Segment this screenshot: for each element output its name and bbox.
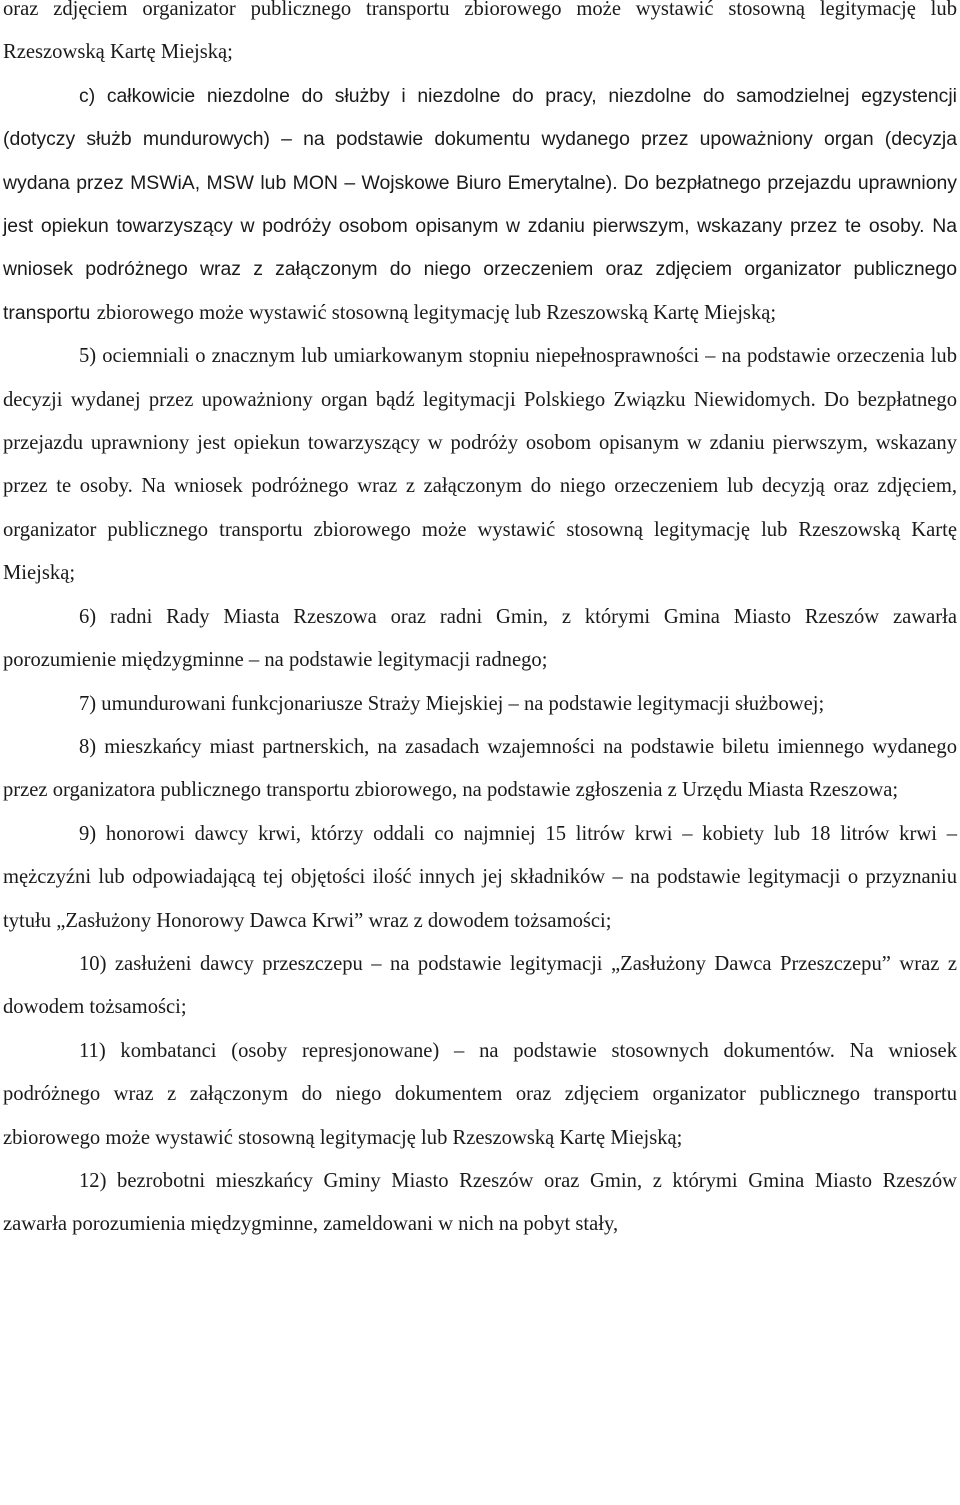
text-run: 6) radni Rady Miasta Rzeszowa oraz radni Gmin, z którymi Gmina Miasto Rzeszów zawarła porozumienie międzygminne – na podstawie legitymacji radnego; — [3, 605, 957, 672]
text-run: 7) umundurowani funkcjonariusze Straży Miejskiej – na podstawie legitymacji służbowej; — [79, 692, 825, 715]
paragraph-item — [3, 683, 957, 726]
paragraph-item — [3, 813, 957, 943]
paragraph-item — [3, 1160, 957, 1247]
paragraph-continuation — [3, 0, 957, 75]
paragraph-item — [3, 943, 957, 1030]
text-run: oraz zdjęciem organizator publicznego transportu zbiorowego może wystawić stosowną legitymację lub Rzeszowską Kartę Miejską; — [3, 0, 957, 64]
paragraph-item — [3, 75, 957, 335]
paragraph-item — [3, 1030, 957, 1160]
text-run: 11) kombatanci (osoby represjonowane) – na podstawie stosownych dokumentów. Na wniosek podróżnego wraz z załączonym do niego dokumentem oraz zdjęciem organizator publicznego transportu zbiorowego może wystawić stosowną legitymację lub Rzeszowską Kartę Miejską; — [3, 1039, 957, 1149]
paragraph-item — [3, 335, 957, 595]
text-run: 8) mieszkańcy miast partnerskich, na zasadach wzajemności na podstawie biletu imiennego wydanego przez organizatora publicznego transportu zbiorowego, na podstawie zgłoszenia z Urzędu Miasta Rzeszowa; — [3, 735, 957, 802]
paragraph-item — [3, 596, 957, 683]
text-run: 12) bezrobotni mieszkańcy Gminy Miasto Rzeszów oraz Gmin, z którymi Gmina Miasto Rzeszów zawarła porozumienia międzygminne, zameldowani w nich na pobyt stały, — [3, 1169, 957, 1236]
text-run: zbiorowego może wystawić stosowną legitymację lub Rzeszowską Kartę Miejską; — [96, 301, 777, 324]
text-run: c) całkowicie niezdolne do służby i niezdolne do pracy, niezdolne do samodzielnej egzystencji (dotyczy służb mundurowych) – na podstawie dokumentu wydanego przez upoważniony organ (decyzja wydana przez MSWiA, MSW lub MON – Wojskowe Biuro Emerytalne). Do bezpłatnego przejazdu uprawniony jest opiekun towarzyszący w podróży osobom opisanym w zdaniu pierwszym, wskazany przez te osoby. Na wniosek podróżnego wraz z załączonym do niego orzeczeniem oraz zdjęciem organizator publicznego transportu — [3, 84, 957, 324]
text-run: 5) ociemniali o znacznym lub umiarkowanym stopniu niepełnosprawności – na podstawie orzeczenia lub decyzji wydanej przez upoważniony organ bądź legitymacji Polskiego Związku Niewidomych. Do bezpłatnego przejazdu uprawniony jest opiekun towarzyszący w podróży osobom opisanym w zdaniu pierwszym, wskazany przez te osoby. Na wniosek podróżnego wraz z załączonym do niego orzeczeniem lub decyzją oraz zdjęciem, organizator publicznego transportu zbiorowego może wystawić stosowną legitymację lub Rzeszowską Kartę Miejską; — [3, 345, 957, 585]
paragraph-item — [3, 726, 957, 813]
text-run: 9) honorowi dawcy krwi, którzy oddali co najmniej 15 litrów krwi – kobiety lub 18 litrów krwi – mężczyźni lub odpowiadającą tej objętości ilość innych jej składników – na podstawie legitymacji o przyznaniu tytułu „Zasłużony Honorowy Dawca Krwi” wraz z dowodem tożsamości; — [3, 822, 957, 932]
text-run: 10) zasłużeni dawcy przeszczepu – na podstawie legitymacji „Zasłużony Dawca Przeszczepu” wraz z dowodem tożsamości; — [3, 952, 957, 1019]
